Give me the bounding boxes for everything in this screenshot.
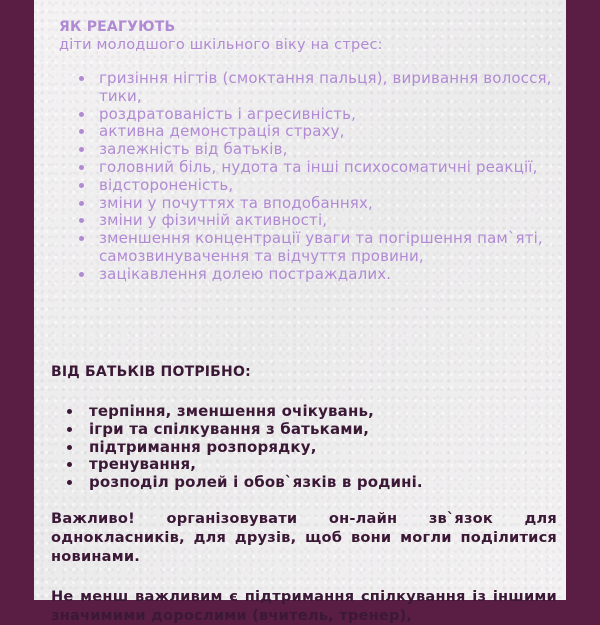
paper-sheet <box>34 0 566 624</box>
parents-needs-list <box>51 403 557 492</box>
list-item: • терпіння, зменшення очікувань, <box>83 403 557 421</box>
list-item: • зацікавлення долею постраждалих. <box>95 266 559 284</box>
list-item: • головний біль, нудота та інші психосоматичні реакції, <box>95 159 559 177</box>
list-item: • підтримання розпорядку, <box>83 439 557 457</box>
parents-section <box>51 363 557 625</box>
list-item: • активна демонстрація страху, <box>95 123 559 141</box>
list-item: • відстороненість, <box>95 177 559 195</box>
list-item: • зміни у почуттях та вподобаннях, <box>95 195 559 213</box>
list-item: • гризіння нігтів (смоктання пальця), виривання волосся, тики, <box>95 70 559 106</box>
section1-heading: ЯК РЕАГУЮТЬ <box>59 19 176 35</box>
section2-heading: ВІД БАТЬКІВ ПОТРІБНО: <box>51 364 251 380</box>
list-item: • розподіл ролей і обов`язків в родині. <box>83 474 557 492</box>
important-paragraph: Важливо! організовувати он-лайн зв`язок для однокласників, для друзів, щоб вони могли поділитися новинами. <box>51 509 557 565</box>
list-item: • залежність від батьків, <box>95 141 559 159</box>
communication-paragraph: Не менш важливим є підтримання спілкування із іншими значимими дорослими (вчитель, тренер), <box>51 587 557 624</box>
stress-reactions-list <box>59 70 559 284</box>
list-item: • зміни у фізичній активності, <box>95 212 559 230</box>
list-item: • тренування, <box>83 456 557 474</box>
stress-reactions-section <box>59 18 559 284</box>
section1-subheading: діти молодшого шкільного віку на стрес: <box>59 37 383 53</box>
list-item: • зменшення концентрації уваги та погіршення пам`яті, самозвинувачення та відчуття провини, <box>95 230 559 266</box>
list-item: • ігри та спілкування з батьками, <box>83 421 557 439</box>
list-item: • роздратованість і агресивність, <box>95 106 559 124</box>
